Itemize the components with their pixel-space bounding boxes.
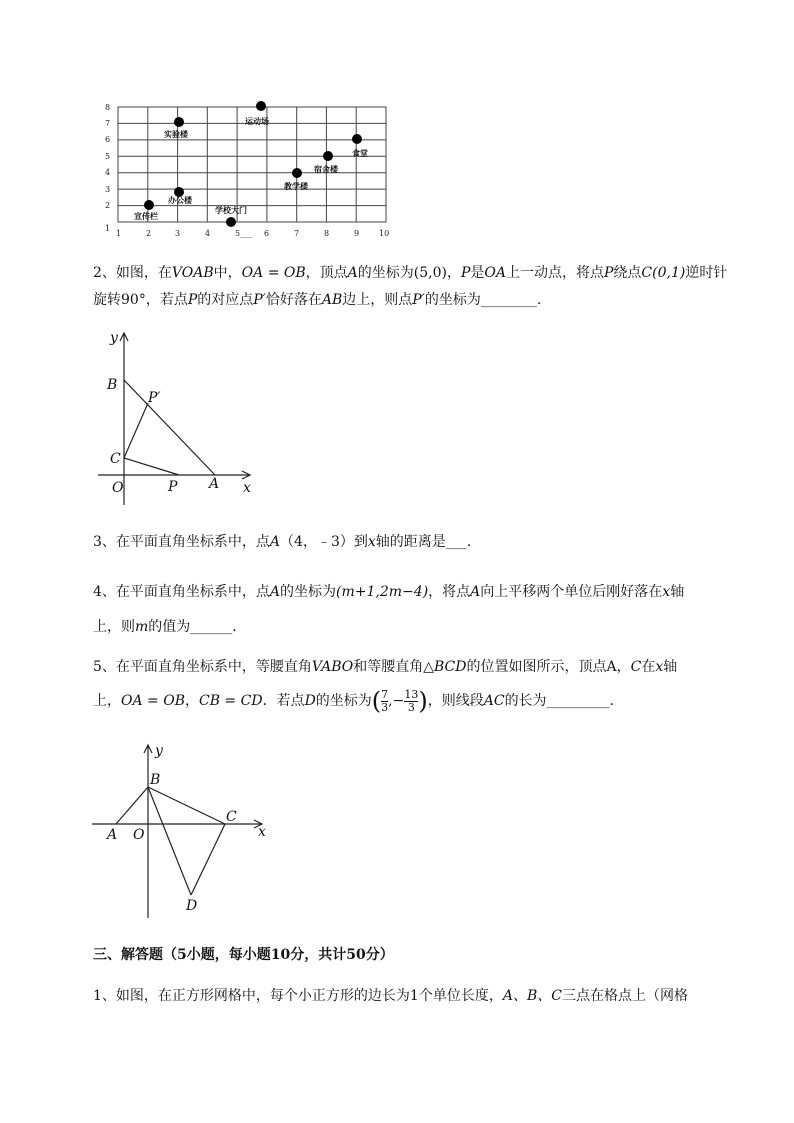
label-C: C [226, 809, 237, 825]
label-x: x [258, 824, 266, 840]
y-tick: 1 [105, 224, 111, 233]
x-tick: 7 [294, 229, 300, 238]
y-tick: 3 [105, 185, 111, 194]
q2-line1: 2、如图，在VOAB中，OA = OB，顶点A的坐标为(5,0)，P是OA上一动点，将点P绕点C(0,1)逆时针 [93, 265, 728, 281]
label-Pprime: P′ [148, 390, 161, 406]
q5-line1: 5、在平面直角坐标系中，等腰直角VABO和等腰直角△BCD的位置如图所示，顶点A，C在x轴 [93, 659, 678, 675]
y-tick: 7 [105, 119, 111, 128]
figure-q5 [90, 740, 270, 922]
label-O: O [133, 827, 145, 843]
map-label: 教学楼 [284, 181, 308, 191]
x-tick: 8 [324, 229, 330, 238]
map-point-xuanchuanlan [144, 200, 154, 210]
segment-BC [148, 787, 225, 824]
section-title: 三、解答题（5小题，每小题10分，共计50分） [93, 947, 394, 963]
y-tick: 8 [105, 103, 111, 112]
y-tick: 4 [105, 168, 111, 177]
map-label: 办公楼 [168, 195, 192, 205]
label-A: A [107, 827, 118, 843]
fraction-7-3: $\frac{7}{3}$ [381, 687, 389, 714]
map-point-sushelou [323, 151, 333, 161]
s1-line1: 1、如图，在正方形网格中，每个小正方形的边长为1个单位长度，A、B、C三点在格点上（网格 [93, 988, 688, 1004]
map-point-yundongchang [256, 101, 266, 111]
x-tick: 4 [205, 229, 211, 238]
map-label: 学校大门 [215, 205, 247, 215]
label-D: D [186, 898, 198, 914]
segment-AB [116, 787, 148, 824]
x-tick: 2 [146, 229, 152, 238]
map-label: 食堂 [352, 148, 368, 158]
label-A: A [209, 476, 220, 492]
map-label: 运动场 [245, 116, 269, 126]
x-tick: 5___ [235, 229, 253, 238]
map-point-shitang [352, 134, 362, 144]
segment-CPprime [124, 403, 148, 458]
label-B: B [150, 772, 161, 788]
y-tick: 2 [105, 201, 111, 210]
x-tick: 1 [116, 229, 122, 238]
map-label: 宣传栏 [134, 211, 158, 221]
grid-map [100, 100, 400, 240]
y-tick: 6 [105, 135, 111, 144]
map-point-jiaoxuelou [292, 168, 302, 178]
x-tick: 6 [264, 229, 270, 238]
map-point-shiyanlou [174, 117, 184, 127]
label-B: B [107, 377, 118, 393]
label-x: x [243, 480, 251, 496]
fraction-13-3: $\frac{13}{3}$ [404, 687, 419, 714]
x-tick: 9 [354, 229, 360, 238]
map-point-xuexiaodamen [226, 217, 236, 227]
label-y: y [155, 743, 163, 759]
label-C: C [110, 451, 121, 467]
q4-line1: 4、在平面直角坐标系中，点A的坐标为(m+1,2m−4)，将点A向上平移两个单位后刚好落在x轴 [93, 584, 685, 600]
q2-line2: 旋转90°，若点P的对应点P′恰好落在AB边上，则点P′的坐标为________. [93, 292, 542, 308]
map-label: 实验楼 [164, 129, 188, 139]
x-tick: 10 [379, 229, 390, 238]
q4-line2: 上，则m的值为______. [93, 619, 237, 635]
segment-CP [124, 458, 179, 475]
label-O: O [112, 480, 124, 496]
q3-line: 3、在平面直角坐标系中，点A（4，﹣3）到x轴的距离是___. [93, 534, 472, 550]
segment-BD [148, 787, 191, 895]
y-tick: 5 [105, 152, 111, 161]
x-tick: 3 [175, 229, 181, 238]
map-label: 宿舍楼 [314, 164, 338, 174]
label-P: P [168, 479, 178, 495]
segment-CD [191, 824, 225, 895]
label-y: y [110, 330, 118, 346]
figure-q2 [90, 325, 265, 510]
q5-line2: 上，OA = OB，CB = CD．若点D的坐标为( $\frac{7}{3}$ ,− $\frac{13}{3}$ )，则线段AC的长为_________. [93, 687, 615, 715]
